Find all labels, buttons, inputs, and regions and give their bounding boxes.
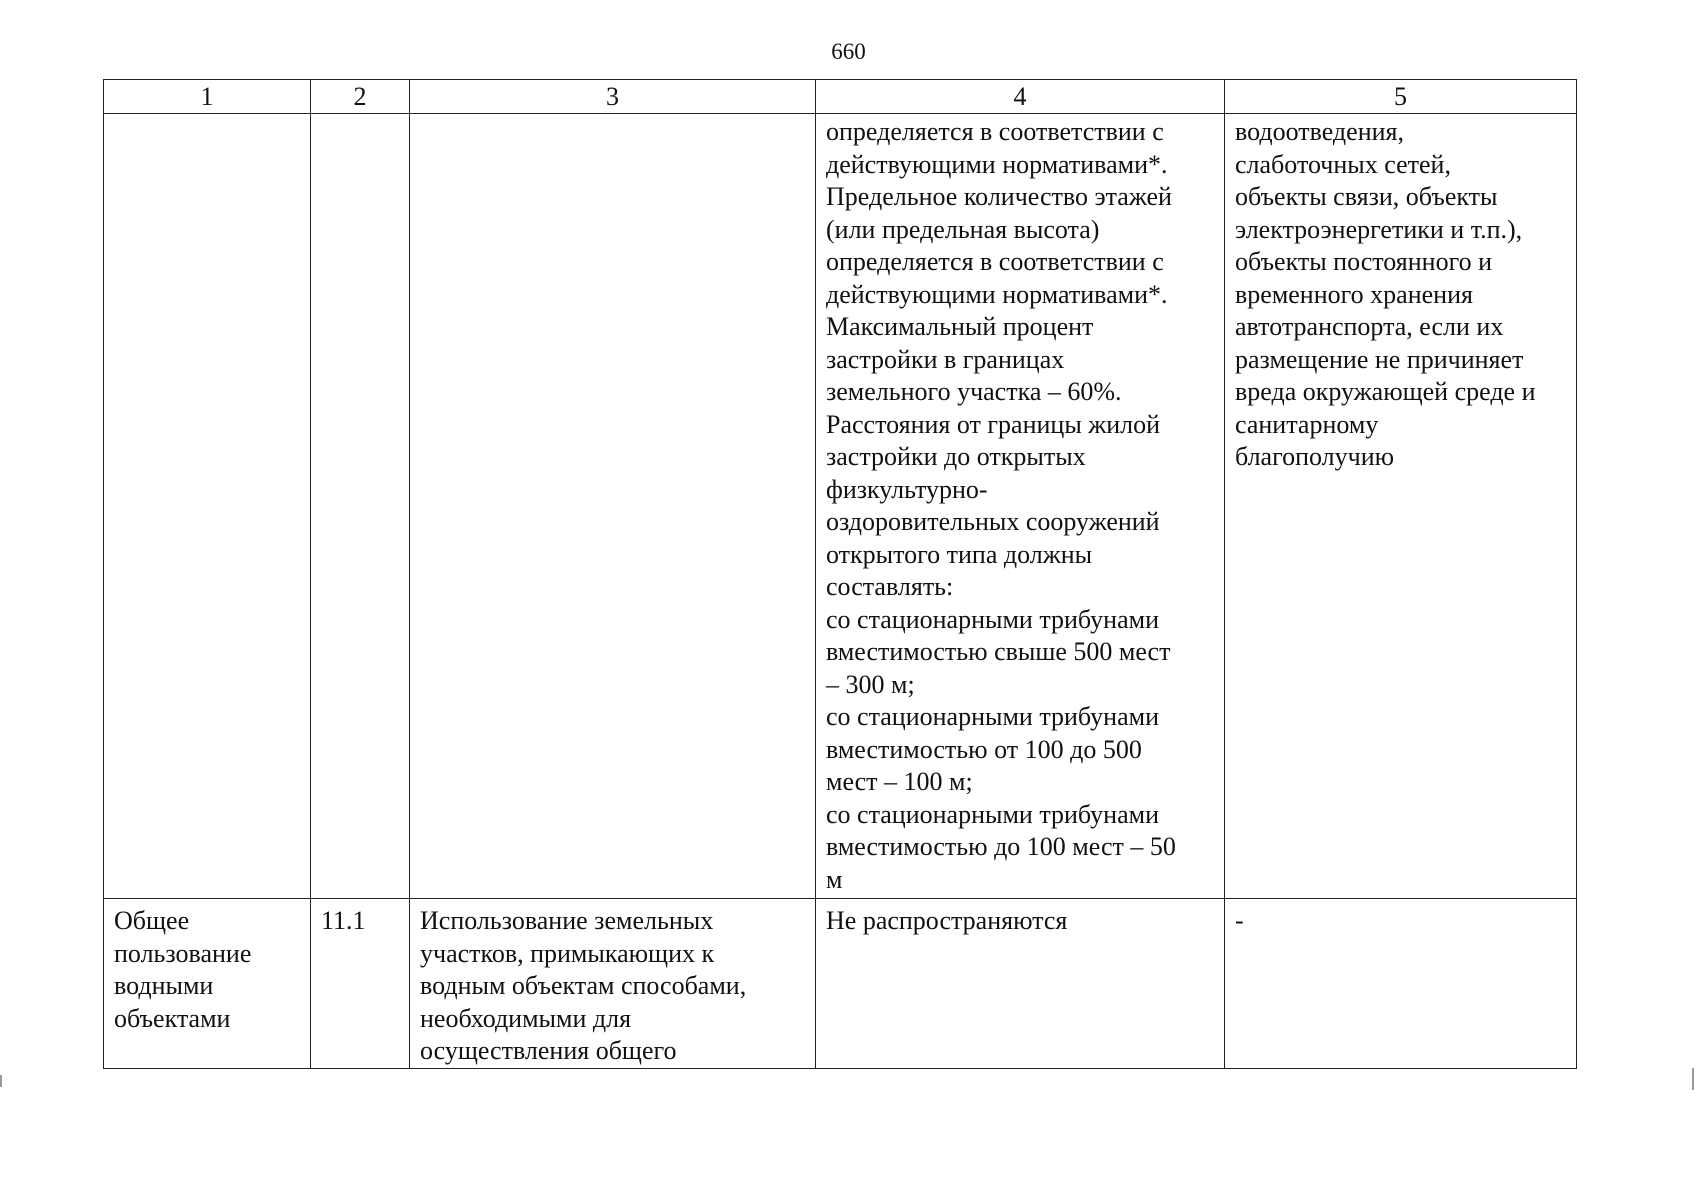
cell-continuation-col1 (104, 114, 311, 899)
text-line: размещение не причиняет (1235, 344, 1524, 374)
column-header-5: 5 (1225, 80, 1577, 114)
text-line: определяется в соответствии с (826, 247, 1164, 276)
text-line: (или предельная высота) (826, 214, 1100, 244)
text-line: Общее (114, 906, 190, 935)
column-header-4: 4 (816, 80, 1225, 114)
text-line: объектами (114, 1003, 231, 1033)
text-line: определяется в соответствии с (826, 117, 1164, 146)
text-line: автотранспорта, если их (1235, 312, 1504, 341)
cell-use-parameters: Не распространяются (816, 899, 1225, 1069)
text-line: слаботочных сетей, (1235, 149, 1451, 179)
text-line: м (826, 864, 843, 894)
scan-edge-mark-right (1692, 1068, 1694, 1090)
text-line: мест – 100 м; (826, 767, 973, 796)
text-line: электроэнергетики и т.п.), (1235, 214, 1523, 244)
text-line: физкультурно- (826, 474, 988, 504)
text-line: водоотведения, (1235, 117, 1404, 146)
text-line: застройки до открытых (826, 442, 1086, 471)
column-header-1: 1 (104, 80, 311, 114)
cell-use-description (410, 899, 816, 1069)
table-row-continuation (104, 114, 1577, 899)
text-line: действующими нормативами*. (826, 279, 1168, 309)
text-line: со стационарными трибунами (826, 799, 1159, 829)
text-line: благополучию (1235, 442, 1395, 471)
table-header-row (104, 80, 1577, 114)
text-line: водным объектам способами, (420, 971, 747, 1000)
text-line: вреда окружающей среде и (1235, 377, 1536, 406)
text-line: объекты постоянного и (1235, 247, 1493, 276)
text-line: временного хранения (1235, 279, 1473, 309)
text-line: действующими нормативами*. (826, 149, 1168, 179)
cell-continuation-permitted-uses (1225, 114, 1577, 899)
page-number: 660 (831, 39, 866, 64)
text-line: со стационарными трибунами (826, 604, 1159, 634)
text-line: Максимальный процент (826, 312, 1094, 341)
scan-edge-mark-left (0, 1075, 2, 1087)
cell-continuation-col3 (410, 114, 816, 899)
column-header-3: 3 (410, 80, 816, 114)
text-line: Использование земельных (420, 906, 714, 935)
text-line: необходимыми для (420, 1003, 632, 1033)
text-line: вместимостью от 100 до 500 (826, 734, 1142, 764)
text-line: участков, примыкающих к (420, 938, 715, 968)
table-row-water-use (104, 899, 1577, 1069)
column-header-2: 2 (311, 80, 410, 114)
text-line: пользование (114, 938, 252, 968)
cell-use-permitted: - (1225, 899, 1577, 1069)
text-line: санитарному (1235, 409, 1379, 439)
text-line: осуществления общего (420, 1036, 677, 1065)
text-line: вместимостью свыше 500 мест (826, 637, 1171, 666)
text-line: водными (114, 971, 214, 1000)
text-line: земельного участка – 60%. (826, 377, 1122, 406)
cell-continuation-col2 (311, 114, 410, 899)
cell-use-code: 11.1 (311, 899, 410, 1069)
text-line: оздоровительных сооружений (826, 507, 1160, 536)
text-line: Расстояния от границы жилой (826, 409, 1161, 439)
cell-continuation-parameters (816, 114, 1225, 899)
regulations-table (103, 79, 1577, 1069)
cell-use-name (104, 899, 311, 1069)
text-line: застройки в границах (826, 344, 1065, 374)
text-line: составлять: (826, 572, 954, 601)
text-line: Предельное количество этажей (826, 182, 1172, 211)
text-line: открытого типа должны (826, 539, 1093, 569)
text-line: вместимостью до 100 мест – 50 (826, 832, 1176, 861)
text-line: со стационарными трибунами (826, 702, 1159, 731)
text-line: объекты связи, объекты (1235, 182, 1498, 211)
text-line: – 300 м; (826, 669, 915, 699)
